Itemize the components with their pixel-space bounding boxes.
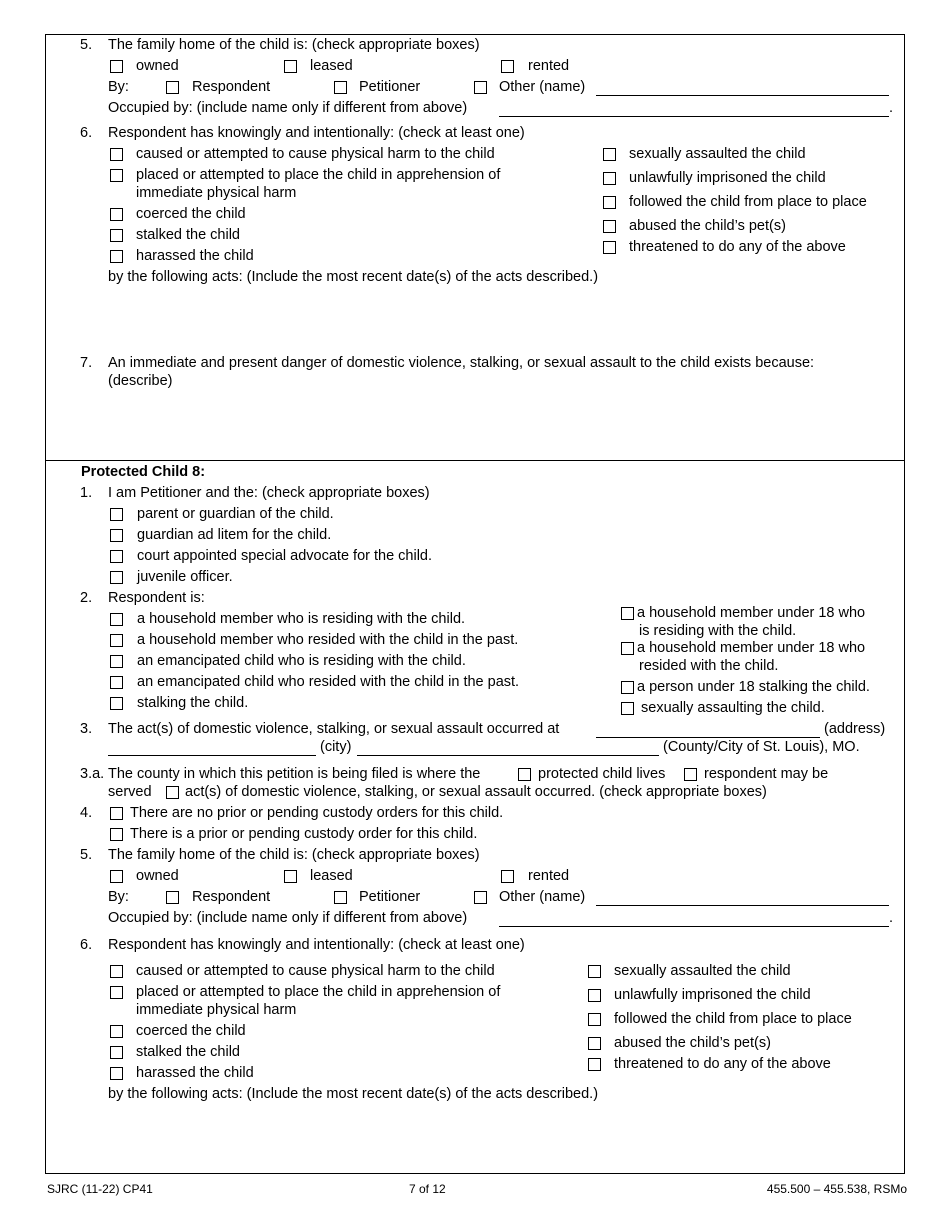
imprisoned-label: unlawfully imprisoned the child	[629, 170, 826, 186]
occupied-by-line[interactable]	[499, 926, 889, 927]
household-resided-checkbox[interactable]	[110, 634, 123, 647]
respondent-acts-label: Respondent has knowingly and intentionally: (check at least one)	[108, 937, 525, 953]
page-number: 7 of 12	[409, 1182, 446, 1196]
emancipated-resided-label: an emancipated child who resided with the child in the past.	[137, 674, 520, 690]
minor-household-resided-label: a household member under 18 who	[637, 640, 866, 656]
harassed-checkbox[interactable]	[110, 1067, 123, 1080]
parent-guardian-checkbox[interactable]	[110, 508, 123, 521]
physical-harm-checkbox[interactable]	[110, 148, 123, 161]
physical-harm-label: caused or attempted to cause physical harm to the child	[136, 963, 495, 979]
rented-label: rented	[528, 868, 570, 884]
address-label: (address)	[824, 721, 886, 737]
family-home-label: The family home of the child is: (check appropriate boxes)	[108, 37, 480, 53]
casa-checkbox[interactable]	[110, 550, 123, 563]
threatened-checkbox[interactable]	[603, 241, 616, 254]
by-petitioner-checkbox[interactable]	[334, 891, 347, 904]
leased-checkbox[interactable]	[284, 60, 297, 73]
acts-instruction: by the following acts: (Include the most recent date(s) of the acts described.)	[108, 269, 599, 285]
no-custody-orders-label: There are no prior or pending custody orders for this child.	[130, 805, 504, 821]
by-respondent-label: Respondent	[192, 889, 271, 905]
item-number: 2.	[80, 590, 93, 606]
acts-instruction: by the following acts: (Include the most recent date(s) of the acts described.)	[108, 1086, 599, 1102]
item-number: 7.	[80, 355, 93, 371]
by-petitioner-checkbox[interactable]	[334, 81, 347, 94]
by-respondent-label: Respondent	[192, 79, 271, 95]
threatened-checkbox[interactable]	[588, 1058, 601, 1071]
followed-checkbox[interactable]	[588, 1013, 601, 1026]
sexually-assaulted-label: sexually assaulted the child	[629, 146, 806, 162]
family-home-label: The family home of the child is: (check appropriate boxes)	[108, 847, 480, 863]
period: .	[889, 910, 894, 926]
respondent-acts-label: Respondent has knowingly and intentionally: (check at least one)	[108, 125, 525, 141]
respondent-is-label: Respondent is:	[108, 590, 205, 606]
county-filed-label: The county in which this petition is being filed is where the	[108, 766, 481, 782]
by-other-checkbox[interactable]	[474, 81, 487, 94]
minor-household-resided-label-cont: resided with the child.	[639, 658, 779, 674]
by-other-label: Other (name)	[499, 79, 586, 95]
minor-household-residing-label-cont: is residing with the child.	[639, 623, 797, 639]
period: .	[889, 100, 894, 116]
no-custody-orders-checkbox[interactable]	[110, 807, 123, 820]
apprehension-label: placed or attempted to place the child in apprehension of	[136, 167, 501, 183]
form-id: SJRC (11-22) CP41	[47, 1182, 153, 1196]
danger-describe: (describe)	[108, 373, 173, 389]
minor-household-residing-label: a household member under 18 who	[637, 605, 866, 621]
physical-harm-checkbox[interactable]	[110, 965, 123, 978]
minor-stalking-checkbox[interactable]	[621, 681, 634, 694]
served-label: served	[108, 784, 152, 800]
physical-harm-label: caused or attempted to cause physical harm to the child	[136, 146, 495, 162]
apprehension-label-cont: immediate physical harm	[136, 185, 297, 201]
item-number: 1.	[80, 485, 93, 501]
coerced-label: coerced the child	[136, 206, 246, 222]
abused-pets-label: abused the child’s pet(s)	[614, 1035, 771, 1051]
item-number: 6.	[80, 125, 93, 141]
guardian-ad-litem-checkbox[interactable]	[110, 529, 123, 542]
juvenile-officer-label: juvenile officer.	[137, 569, 233, 585]
occupied-by-label: Occupied by: (include name only if different from above)	[108, 910, 468, 926]
followed-label: followed the child from place to place	[629, 194, 867, 210]
apprehension-checkbox[interactable]	[110, 986, 123, 999]
rented-checkbox[interactable]	[501, 60, 514, 73]
other-name-line[interactable]	[596, 905, 889, 906]
item-number: 3.a.	[80, 766, 105, 782]
by-petitioner-label: Petitioner	[359, 889, 421, 905]
harassed-checkbox[interactable]	[110, 250, 123, 263]
leased-label: leased	[310, 58, 353, 74]
abused-pets-checkbox[interactable]	[603, 220, 616, 233]
address-line[interactable]	[596, 737, 820, 738]
owned-checkbox[interactable]	[110, 870, 123, 883]
stalking-checkbox[interactable]	[110, 697, 123, 710]
by-petitioner-label: Petitioner	[359, 79, 421, 95]
coerced-label: coerced the child	[136, 1023, 246, 1039]
respondent-served-label: respondent may be	[704, 766, 829, 782]
item-number: 6.	[80, 937, 93, 953]
occupied-by-line[interactable]	[499, 116, 889, 117]
statute-reference: 455.500 – 455.538, RSMo	[766, 1182, 907, 1196]
custody-order-label: There is a prior or pending custody order for this child.	[130, 826, 478, 842]
by-respondent-checkbox[interactable]	[166, 81, 179, 94]
section-heading: Protected Child 8:	[81, 464, 206, 480]
guardian-ad-litem-label: guardian ad litem for the child.	[137, 527, 332, 543]
city-label: (city)	[320, 739, 352, 755]
stalked-label: stalked the child	[136, 227, 240, 243]
apprehension-label: placed or attempted to place the child in apprehension of	[136, 984, 501, 1000]
city-line[interactable]	[108, 755, 316, 756]
sexually-assaulted-checkbox[interactable]	[603, 148, 616, 161]
imprisoned-checkbox[interactable]	[603, 172, 616, 185]
household-residing-label: a household member who is residing with the child.	[137, 611, 466, 627]
acts-occurred-checkbox[interactable]	[166, 786, 179, 799]
custody-order-checkbox[interactable]	[110, 828, 123, 841]
sexually-assaulted-checkbox[interactable]	[588, 965, 601, 978]
act-location-label: The act(s) of domestic violence, stalking, or sexual assault occurred at	[108, 721, 560, 737]
rented-checkbox[interactable]	[501, 870, 514, 883]
parent-guardian-label: parent or guardian of the child.	[137, 506, 334, 522]
stalked-checkbox[interactable]	[110, 1046, 123, 1059]
stalked-label: stalked the child	[136, 1044, 240, 1060]
apprehension-checkbox[interactable]	[110, 169, 123, 182]
imprisoned-checkbox[interactable]	[588, 989, 601, 1002]
leased-checkbox[interactable]	[284, 870, 297, 883]
occupied-by-label: Occupied by: (include name only if different from above)	[108, 100, 468, 116]
owned-label: owned	[136, 868, 179, 884]
followed-checkbox[interactable]	[603, 196, 616, 209]
harassed-label: harassed the child	[136, 1065, 254, 1081]
other-name-line[interactable]	[596, 95, 889, 96]
item-number: 4.	[80, 805, 93, 821]
harassed-label: harassed the child	[136, 248, 254, 264]
coerced-checkbox[interactable]	[110, 1025, 123, 1038]
protected-child-lives-checkbox[interactable]	[518, 768, 531, 781]
apprehension-label-cont: immediate physical harm	[136, 1002, 297, 1018]
protected-child-lives-label: protected child lives	[538, 766, 666, 782]
rented-label: rented	[528, 58, 570, 74]
sexually-assaulting-checkbox[interactable]	[621, 702, 634, 715]
stalked-checkbox[interactable]	[110, 229, 123, 242]
emancipated-residing-label: an emancipated child who is residing with the child.	[137, 653, 466, 669]
by-other-label: Other (name)	[499, 889, 586, 905]
threatened-label: threatened to do any of the above	[629, 239, 846, 255]
stalking-label: stalking the child.	[137, 695, 249, 711]
by-other-checkbox[interactable]	[474, 891, 487, 904]
sexually-assaulting-label: sexually assaulting the child.	[641, 700, 825, 716]
followed-label: followed the child from place to place	[614, 1011, 852, 1027]
acts-occurred-label: act(s) of domestic violence, stalking, or sexual assault occurred. (check appropriate boxes)	[185, 784, 767, 800]
county-line[interactable]	[357, 755, 659, 756]
imprisoned-label: unlawfully imprisoned the child	[614, 987, 811, 1003]
by-respondent-checkbox[interactable]	[166, 891, 179, 904]
minor-stalking-label: a person under 18 stalking the child.	[637, 679, 870, 695]
county-label: (County/City of St. Louis), MO.	[663, 739, 860, 755]
owned-checkbox[interactable]	[110, 60, 123, 73]
petitioner-role-label: I am Petitioner and the: (check appropriate boxes)	[108, 485, 430, 501]
sexually-assaulted-label: sexually assaulted the child	[614, 963, 791, 979]
abused-pets-checkbox[interactable]	[588, 1037, 601, 1050]
coerced-checkbox[interactable]	[110, 208, 123, 221]
item-number: 5.	[80, 847, 93, 863]
by-label: By:	[108, 889, 129, 905]
threatened-label: threatened to do any of the above	[614, 1056, 831, 1072]
respondent-served-checkbox[interactable]	[684, 768, 697, 781]
minor-household-residing-checkbox[interactable]	[621, 607, 634, 620]
household-residing-checkbox[interactable]	[110, 613, 123, 626]
household-resided-label: a household member who resided with the child in the past.	[137, 632, 519, 648]
abused-pets-label: abused the child’s pet(s)	[629, 218, 786, 234]
emancipated-residing-checkbox[interactable]	[110, 655, 123, 668]
leased-label: leased	[310, 868, 353, 884]
casa-label: court appointed special advocate for the child.	[137, 548, 433, 564]
emancipated-resided-checkbox[interactable]	[110, 676, 123, 689]
juvenile-officer-checkbox[interactable]	[110, 571, 123, 584]
owned-label: owned	[136, 58, 179, 74]
item-number: 3.	[80, 721, 93, 737]
danger-label: An immediate and present danger of domestic violence, stalking, or sexual assault to the child exists because:	[108, 355, 815, 371]
item-number: 5.	[80, 37, 93, 53]
by-label: By:	[108, 79, 129, 95]
minor-household-resided-checkbox[interactable]	[621, 642, 634, 655]
